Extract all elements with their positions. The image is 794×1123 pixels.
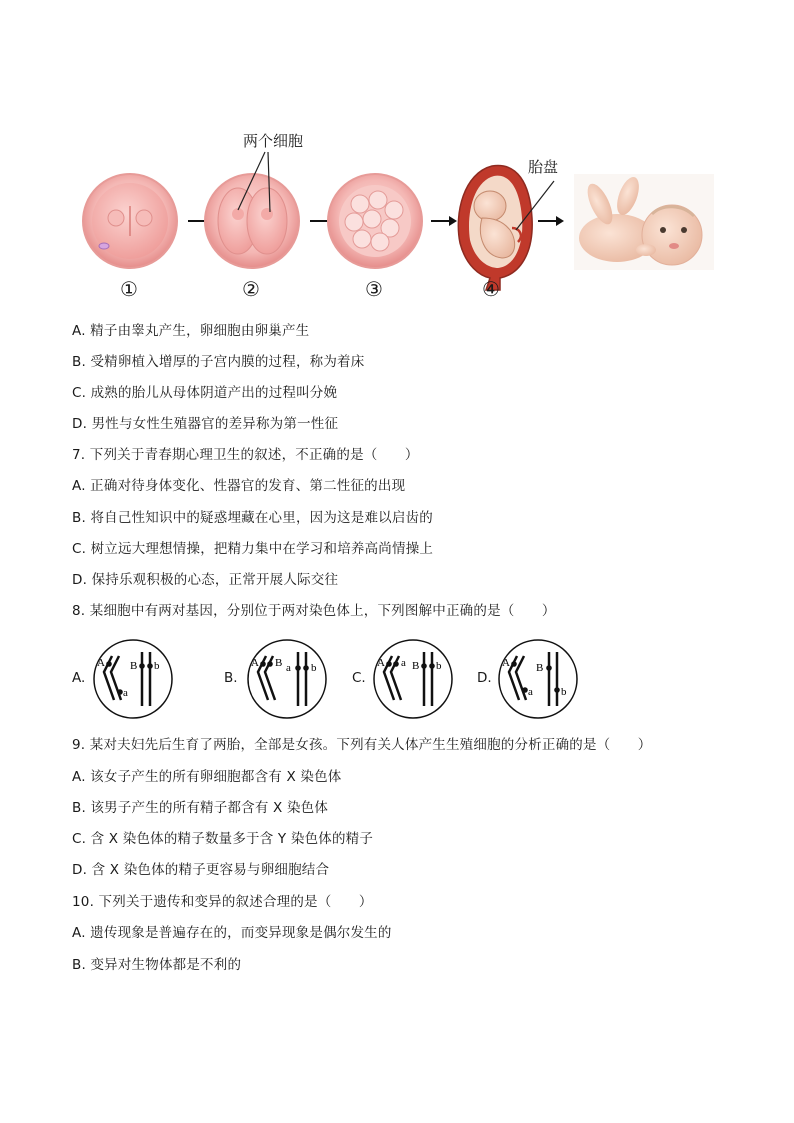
gene-label-A: A [377,657,385,669]
q8-option-d-diagram [497,638,579,720]
q7-option-b: B. 将自己性知识中的疑惑埋藏在心里，因为这是难以启齿的 [72,510,433,526]
q9-option-b: B. 该男子产生的所有精子都含有 X 染色体 [72,800,329,816]
gene-label-b: b [311,662,317,674]
development-figure [72,118,722,308]
gene-label-b: b [436,660,442,672]
gene-label-b: b [154,660,160,672]
q10-option-b: B. 变异对生物体都是不利的 [72,957,242,973]
stage-label-2: ② [242,277,260,301]
label-placenta: 胎盘 [528,158,559,176]
gene-label-B: B [130,660,138,672]
gene-label-a: a [528,686,533,698]
gene-label-a: a [401,657,406,669]
gene-label-b: b [561,686,567,698]
stage-4-fetus [458,166,554,290]
q6-option-c: C. 成熟的胎儿从母体阴道产出的过程叫分娩 [72,385,338,401]
q8-option-d-letter: D. [477,670,492,686]
q7-stem: 7. 下列关于青春期心理卫生的叙述，不正确的是（ ） [72,447,419,463]
q9-option-c: C. 含 X 染色体的精子数量多于含 Y 染色体的精子 [72,831,374,847]
q10-stem: 10. 下列关于遗传和变异的叙述合理的是（ ） [72,894,373,910]
q8-stem: 8. 某细胞中有两对基因，分别位于两对染色体上，下列图解中正确的是（ ） [72,603,556,619]
q6-option-a: A. 精子由睾丸产生，卵细胞由卵巢产生 [72,323,310,339]
baby-image [574,174,714,270]
stage-label-1: ① [120,277,138,301]
stage-label-4: ④ [482,277,500,301]
gene-label-B: B [536,662,544,674]
q8-option-c-diagram [372,638,454,720]
gene-label-B: B [275,657,283,669]
q7-option-d: D. 保持乐观积极的心态，正常开展人际交往 [72,572,339,588]
stage-2-two-cells [205,152,299,268]
gene-label-A: A [251,657,259,669]
q8-option-b-diagram [246,638,328,720]
stage-1-zygote [83,174,177,268]
q7-option-a: A. 正确对待身体变化、性器官的发育、第二性征的出现 [72,478,406,494]
gene-label-a: a [286,662,291,674]
gene-label-A: A [502,657,510,669]
q8-option-a-letter: A. [72,670,86,686]
label-two-cells: 两个细胞 [243,132,304,150]
q10-option-a: A. 遗传现象是普遍存在的，而变异现象是偶尔发生的 [72,925,392,941]
development-diagram [72,118,722,308]
arrow-3-icon [431,216,457,226]
q9-option-d: D. 含 X 染色体的精子更容易与卵细胞结合 [72,862,330,878]
stage-3-multicell [328,174,422,268]
q9-stem: 9. 某对夫妇先后生育了两胎，全部是女孩。下列有关人体产生生殖细胞的分析正确的是（ ） [72,737,652,753]
gene-label-a: a [123,687,128,699]
q8-option-b-letter: B. [224,670,238,686]
q7-option-c: C. 树立远大理想情操，把精力集中在学习和培养高尚情操上 [72,541,434,557]
q8-option-a-diagram [92,638,174,720]
gene-label-B: B [412,660,420,672]
q8-option-c-letter: C. [352,670,366,686]
stage-label-3: ③ [365,277,383,301]
q9-option-a: A. 该女子产生的所有卵细胞都含有 X 染色体 [72,769,342,785]
q6-option-b: B. 受精卵植入增厚的子宫内膜的过程，称为着床 [72,354,365,370]
arrow-4-icon [538,216,564,226]
q6-option-d: D. 男性与女性生殖器官的差异称为第一性征 [72,416,339,432]
gene-label-A: A [97,657,105,669]
